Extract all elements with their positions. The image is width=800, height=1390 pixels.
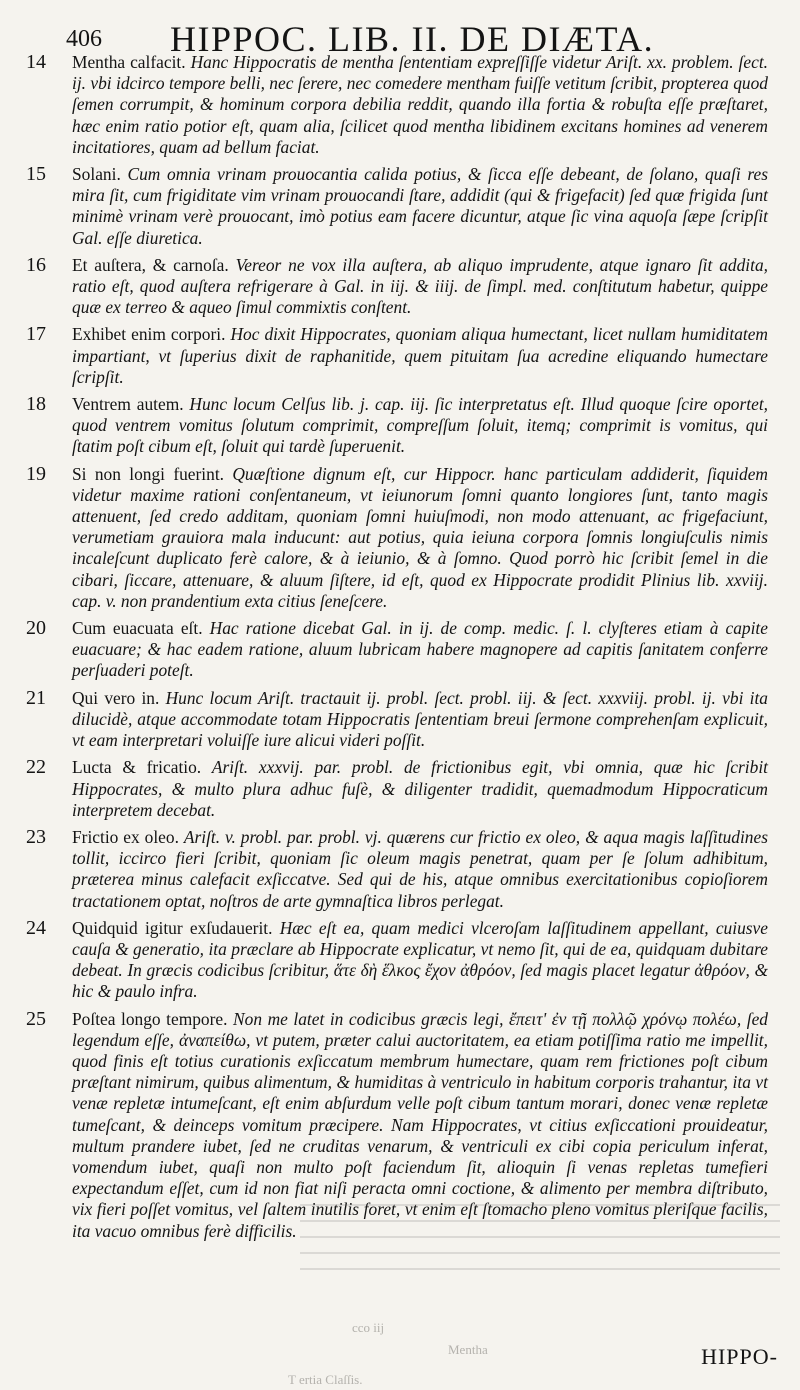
commentary: Hæc eſt ea, quam medici vlceroſam laſſitudinem appellant, cuiusve cauſa & generatio, ita præclare ab Hippocrate explicatur, vt nemo ſit, qui de ea, quidquam dubitare debeat. In græcis codicibus ſcribitur,: [72, 917, 768, 981]
lemma: Mentha calfacit.: [72, 52, 186, 72]
commentary: Hunc locum Ariſt. tractauit ij. probl. ſect. probl. iij. & ſect. xxxviij. probl. ij. vbi ita dilucidè, atque accommodate totam Hippocratis ſententiam breui ſermone comprehenſam explicuit, vt eam interpretari voluiſſe iure alicui videri poſſit.: [72, 687, 768, 751]
bleed-through-page-ref: cco iij: [352, 1320, 385, 1335]
annotation-text: [72, 255, 768, 319]
annotation-number: 23: [26, 825, 46, 848]
catchword: HIPPO-: [701, 1344, 778, 1369]
annotations-column: [0, 52, 800, 1248]
commentary-continued-2: vt putem, præter calui auctoritatem, ea etiam potiſſima ratio me impellit, quod finis eſt totius curationis exſiccatum membrum humectare, quam rem frictiones poſt cibum præſtant nimirum, quibus alimentum, & humiditas à ventriculo in habitum corporis trahantur, ita vt venæ repletæ intumeſcant, eſt enim abſurdum velle poſt cibum tantum morari, donec venæ repletæ tumeſcant, & deinceps vomitum præcipere. Nam Hippocrates, vt citius exſiccationi prouideatur, multum prandere iubet, ſed ne cruditas venarum, & ventriculi ex cibi copia periculum inferat, vomendum iubet, quaſi non multo poſt faciendum ſit, alioquin ſi venas repletas tumefieri expectandum eſſet, cum id non fiat niſi peracta omni coctione, & alimento per membra diſtributo, vix fieri poſſet vomitus, vel ſaltem inutilis foret, vt enim eſt ſtomacho pleno vomitus pleriſque facilis, ita vacuo omnibus ferè difficilis.: [72, 1029, 768, 1241]
bleed-through-line: [300, 1204, 780, 1206]
annotation-number: 15: [26, 163, 46, 186]
annotation-text: [72, 52, 768, 158]
bleed-through-catchword: Mentha: [448, 1342, 488, 1357]
annotation-20: [0, 618, 800, 682]
lemma: Lucta & fricatio.: [72, 757, 202, 778]
commentary: Ariſt. v. probl. par. probl. vj. quærens cur frictio ex oleo, & aqua magis laſſitudines tollit, iccirco fieri ſcribit, quoniam ſic oleum magis penetrat, quam per ſe ſolum adhibitum, præterea minus calefacit exſiccatve. Sed qui de his, atque omnibus exercitationibus copioſiorem tractationem optat, noſtros de arte gymnaſtica libros perlegat.: [72, 826, 768, 911]
annotation-19: [0, 464, 800, 612]
annotation-number: 16: [26, 253, 46, 276]
annotation-number: 17: [26, 323, 46, 346]
annotation-17: [0, 324, 800, 388]
commentary: Hanc Hippocratis de mentha ſententiam expreſſiſſe videtur Ariſt. xx. problem. ſect. ij. vbi idcirco tempore belli, nec ſerere, nec comedere mentham fuiſſe vetitum ſcribit, propterea quod ſemen corrumpit, & hominum corpora debilia reddit, quando illa fortia & robuſta eſſe præſtaret, hæc enim ratio potior eſt, quam alia, ſcilicet quod mentha libidinem excitans homines ad venerem incitatiores, quam ad bellum faciat.: [72, 52, 768, 157]
lemma: Quidquid igitur exſudauerit.: [72, 917, 273, 938]
annotation-text: [72, 757, 768, 821]
annotation-16: [0, 255, 800, 319]
lemma: Qui vero in.: [72, 687, 160, 708]
annotation-text: [72, 464, 768, 612]
annotation-text: [72, 618, 768, 682]
annotation-number: 21: [26, 686, 46, 709]
annotation-text: [72, 164, 768, 249]
annotation-text: [72, 688, 768, 752]
annotation-number: 18: [26, 393, 46, 416]
annotation-18: [0, 394, 800, 458]
annotation-number: 25: [26, 1007, 46, 1030]
commentary-continued: ſed legendum eſſe,: [72, 1008, 768, 1050]
annotation-22: [0, 757, 800, 821]
annotation-number: 22: [26, 756, 46, 779]
annotation-text: [72, 394, 768, 458]
annotation-15: [0, 164, 800, 249]
annotation-24: [0, 918, 800, 1003]
annotation-23: [0, 827, 800, 912]
commentary: Hac ratione dicebat Gal. in ij. de comp. medic. ſ. l. clyſteres etiam à capite euacuare; & hac eadem ratione, aluum lubricam habere magnopere ad capitis ſanitatem conferre perſuaderi poteſt.: [72, 618, 768, 681]
commentary: Quæſtione dignum eſt, cur Hippocr. hanc particulam addiderit, ſiquidem videtur maxime rationi conſentaneum, vt ieiunorum ſomni quanto longiores ſunt, tanto magis attenuent, ſed credo additam, quoniam ſomni huiuſmodi, non modo attenuant, ac frigefaciunt, verumetiam grauiora mala inducunt: aut potius, quia ieiuna corpora ſomnis longiuſculis nimis incaleſcunt duplicato ferè calore, & à ieiunio, & à ſomno. Quod porrò hic ſcribit ſemel in die cibari, ſiccare, attenuare, & aluum ſiſtere, id eſt, quod ex Hippocrate prodidit Plinius lib. xxviij. cap. v. non prandentium exta citius ſeneſcere.: [72, 463, 768, 611]
annotation-14: [0, 52, 800, 158]
annotation-text: [72, 324, 768, 388]
lemma: Cum euacuata eſt.: [72, 618, 203, 639]
annotation-text: [72, 827, 768, 912]
running-head: HIPPOC. LIB. II. DE DIÆTA.: [170, 19, 655, 59]
commentary: Non me latet in codicibus græcis legi,: [233, 1008, 504, 1029]
bleed-through-line: [300, 1236, 780, 1238]
lemma: Ventrem autem.: [72, 394, 184, 415]
greek-quotation: ἅτε δὴ ἕλκος ἔχον ἀθρόον,: [333, 960, 516, 981]
page-footer: [0, 1300, 800, 1390]
commentary: Hoc dixit Hippocrates, quoniam aliqua humectant, licet nullam humiditatem impartiant, vt ſuperius dixit de raphanitide, quem pituitam ſua acredine eliquando humectare ſcripſit.: [72, 324, 768, 387]
greek-quotation: ἔπειτ' ἐν τῇ πολλῷ χρόνῳ πολέω,: [509, 1008, 742, 1029]
bleed-through-line: [300, 1268, 780, 1270]
signature-mark: T ertia Claſſis.: [288, 1372, 363, 1387]
lemma: Exhibet enim corpori.: [72, 324, 226, 345]
page-number: 406: [66, 26, 102, 52]
annotation-number: 24: [26, 916, 46, 939]
lemma: Poſtea longo tempore.: [72, 1008, 228, 1029]
commentary: Cum omnia vrinam prouocantia calida potius, & ſicca eſſe debeant, de ſolano, quaſi res mira ſit, cum frigiditate vim vrinam prouocandi ſtare, addidit (qui & frigefacit) ſed quæ frigida ſunt minimè vrinam verè prouocant, imò potius eam facere dicuntur, atque ſic vina aquoſa ſæpe ſcripſit Gal. eſſe diuretica.: [72, 164, 768, 248]
lemma: Solani.: [72, 164, 121, 185]
lemma: Et auſtera, & carnoſa.: [72, 254, 229, 275]
annotation-text: [72, 918, 768, 1003]
greek-quotation-2: ἀναπείθω,: [178, 1029, 251, 1050]
annotation-number: 19: [26, 462, 46, 485]
commentary: Hunc locum Celſus lib. j. cap. iij. ſic interpretatus eſt. Illud quoque ſcire oportet, quod ventrem vomitus ſolutum comprimit, compreſſum ſoluit, itemq; comprimit is vomitus, qui ſtatim poſt cibum eſt, ſoluit qui tardè ſuperuenit.: [72, 394, 768, 457]
lemma: Si non longi fuerint.: [72, 463, 225, 484]
annotation-21: [0, 688, 800, 752]
annotation-number: 14: [26, 51, 46, 73]
commentary: Vereor ne vox illa auſtera, ab aliquo imprudente, atque ignaro ſit addita, ratio eſt, quod auſtera refrigerare à Gal. in iij. & iiij. de ſimpl. med. conſtitutum habetur, quippe quæ ex terreo & aqueo ſimul commixtis conſtent.: [72, 254, 768, 318]
commentary-continued: ſed magis placet legatur ἀθρόον, & hic & paulo infra.: [72, 960, 768, 1002]
commentary: Ariſt. xxxvij. par. probl. de frictionibus egit, vbi omnia, quæ hic ſcribit Hippocrates, & multo plura adhuc fuſè, & diligenter tradidit, quemadmodum Hippocraticum interpretem decebat.: [72, 757, 768, 820]
bleed-through-line: [300, 1252, 780, 1254]
annotation-number: 20: [26, 617, 46, 640]
lemma: Frictio ex oleo.: [72, 826, 179, 847]
bleed-through-line: [300, 1220, 780, 1222]
